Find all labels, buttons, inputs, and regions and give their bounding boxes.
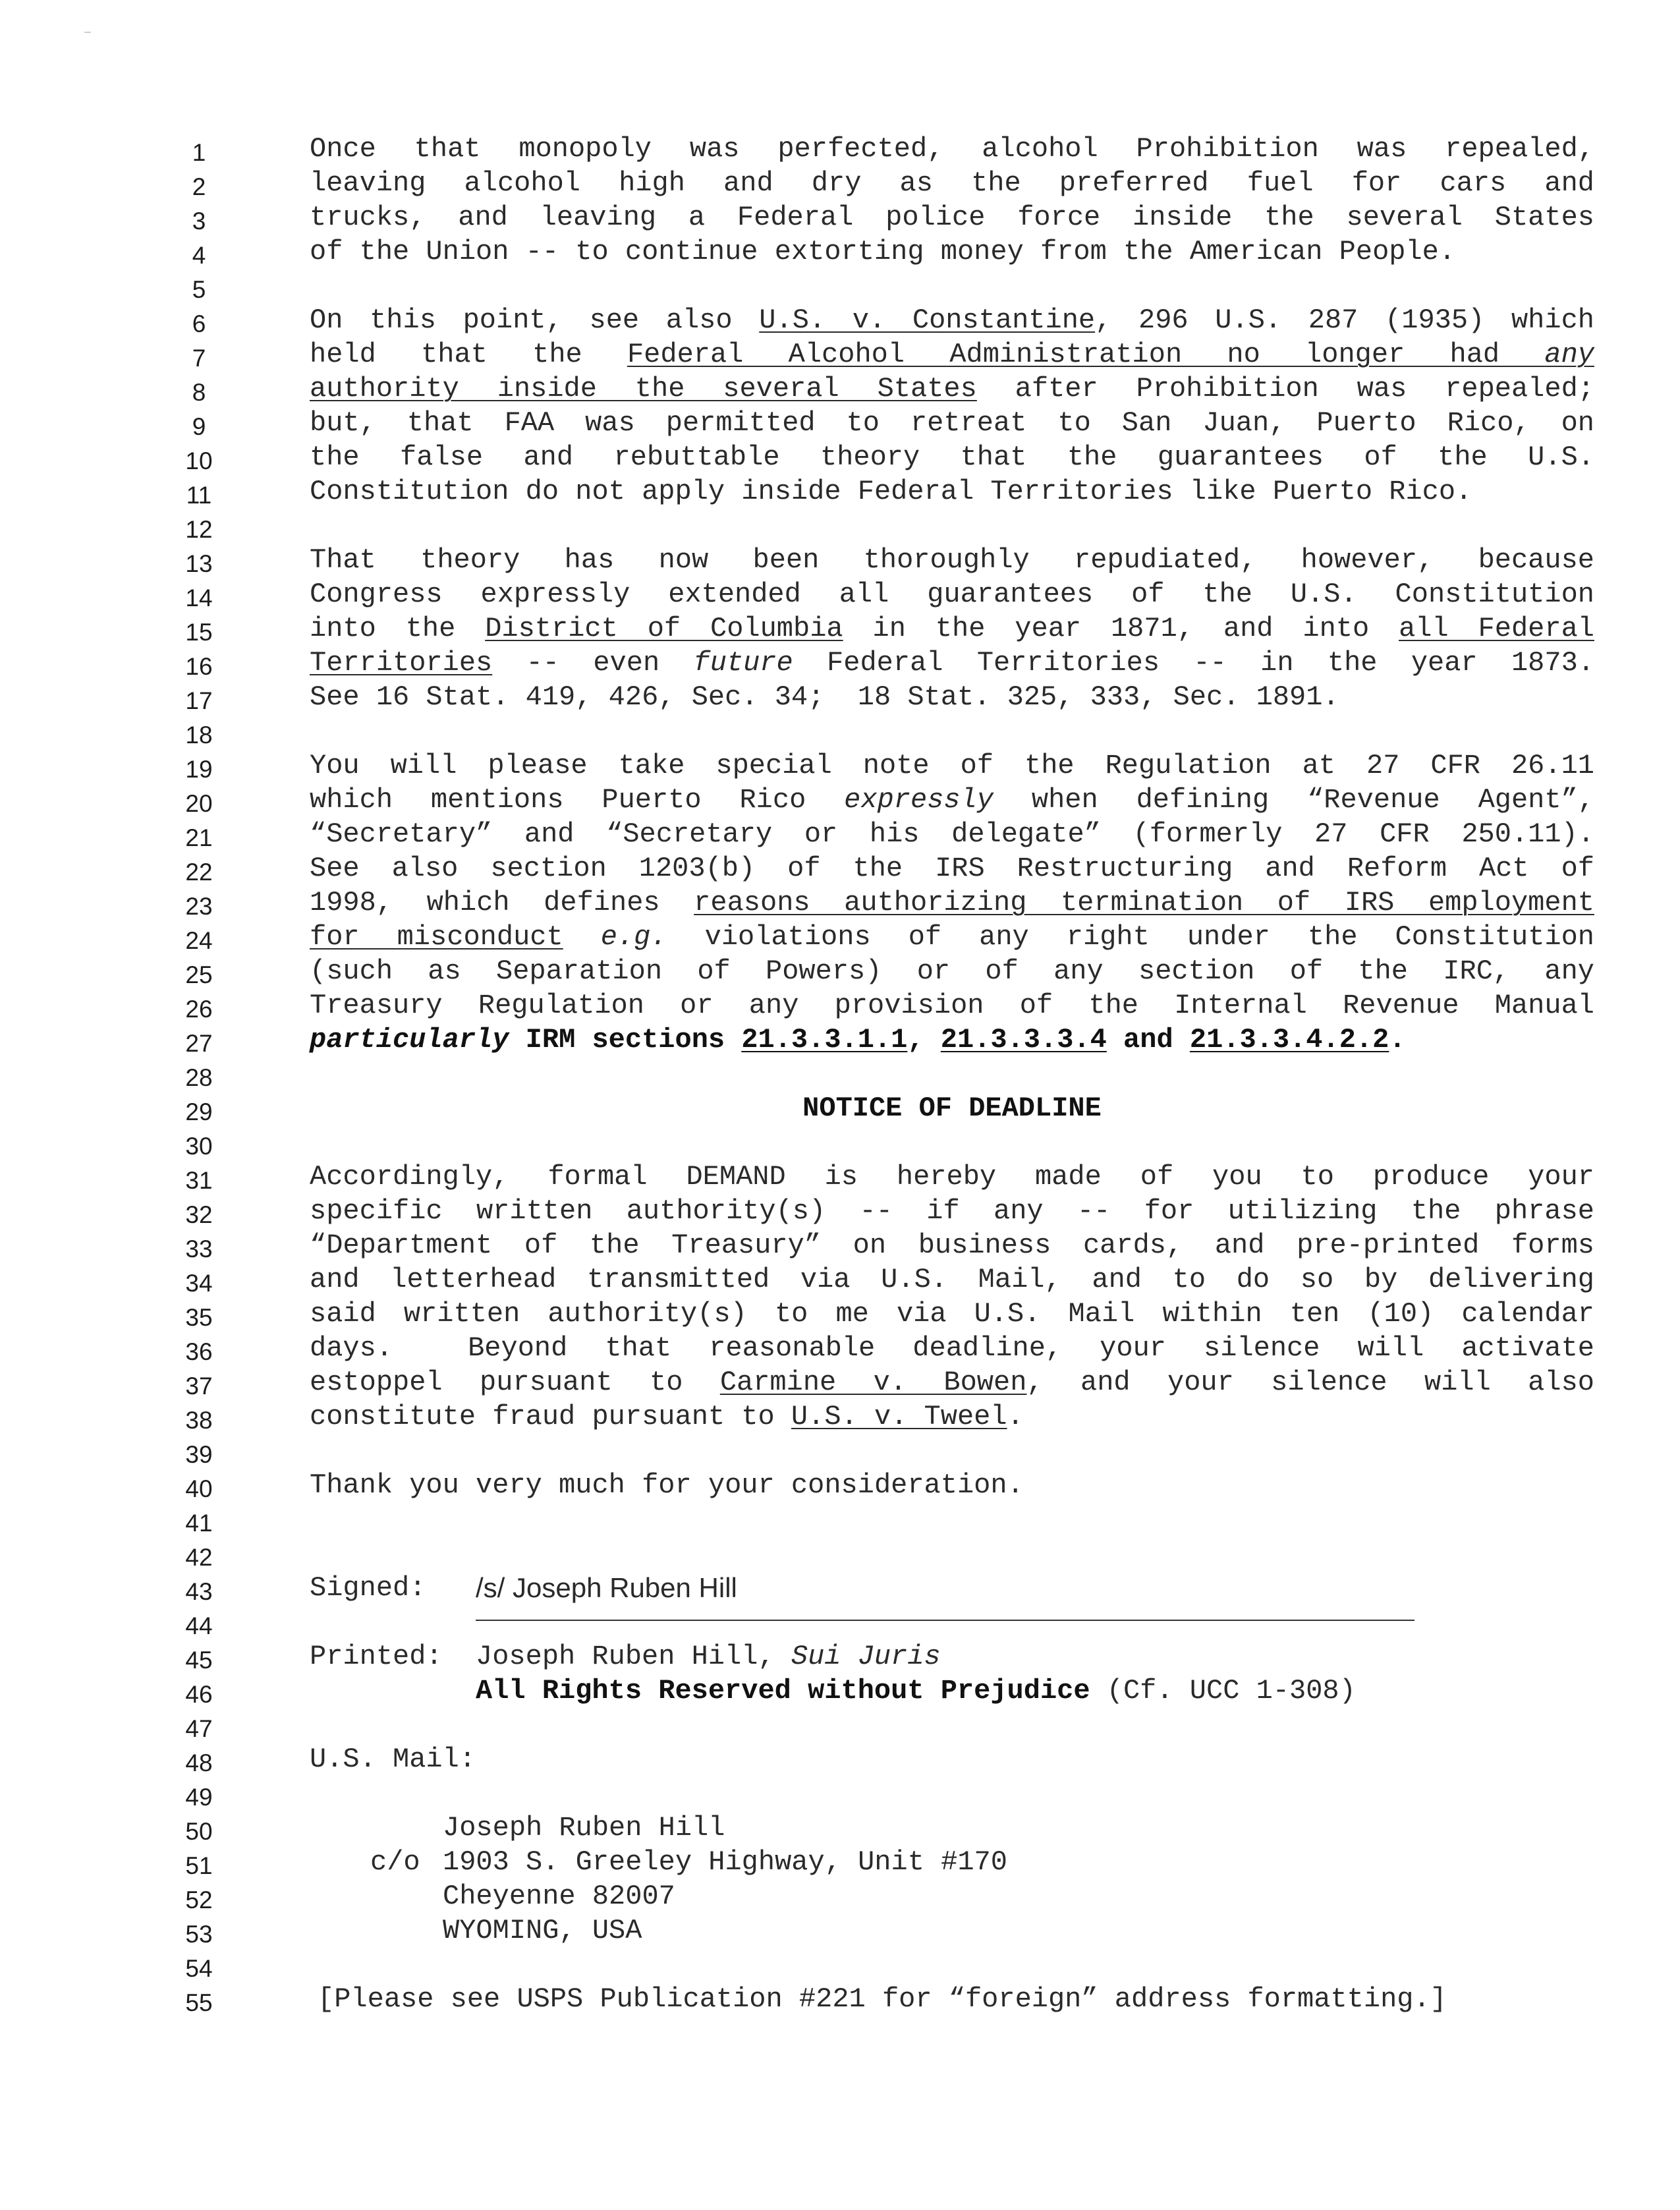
- line-number: 3: [192, 208, 206, 235]
- underlined-text: Territories: [310, 647, 493, 679]
- line-number: 8: [192, 379, 206, 406]
- line-number: 13: [185, 550, 213, 577]
- text-run: .: [1389, 1024, 1406, 1056]
- underlined-text: Federal Alcohol Administration no longer had: [627, 339, 1545, 370]
- emphasis-text: e.g.: [600, 921, 667, 953]
- line-number: 19: [185, 756, 213, 783]
- underlined-text: reasons authorizing termination of IRS employment: [694, 887, 1594, 919]
- text-line: Constitution do not apply inside Federal Territories like Puerto Rico.: [310, 476, 1472, 507]
- irm-section-link: 21.3.3.4.2.2: [1189, 1024, 1389, 1056]
- rights-bold: All Rights Reserved without Prejudice: [476, 1675, 1090, 1707]
- line-number: 33: [185, 1235, 213, 1262]
- line-number: 48: [185, 1749, 213, 1776]
- text-line: [310, 303, 1594, 337]
- line-number: 22: [185, 859, 213, 886]
- scan-speck: [84, 32, 91, 33]
- text-line: specific written authority(s) -- if any -- for utilizing the phrase: [310, 1195, 1594, 1227]
- line-number: 9: [192, 413, 206, 440]
- text-line: [310, 611, 1594, 646]
- line-number: 18: [185, 722, 213, 749]
- text-line: Accordingly, formal DEMAND is hereby made of you to produce your: [310, 1161, 1594, 1193]
- text-line: See 16 Stat. 419, 426, Sec. 34; 18 Stat. 325, 333, Sec. 1891.: [310, 681, 1339, 713]
- text-run: estoppel pursuant to: [310, 1367, 720, 1398]
- line-number: 20: [185, 790, 213, 817]
- text-line: “Secretary” and “Secretary or his delegate” (formerly 27 CFR 250.11).: [310, 818, 1594, 850]
- signature-line: [476, 1620, 1414, 1621]
- line-number: 15: [185, 619, 213, 646]
- rights-reference: (Cf. UCC 1-308): [1090, 1675, 1356, 1707]
- text-run: IRM sections: [509, 1024, 742, 1056]
- text-run: [563, 921, 601, 953]
- emphasis-text: expressly: [844, 784, 994, 816]
- rights-reserved: [476, 1674, 1356, 1708]
- line-number: 26: [185, 996, 213, 1023]
- line-number: 29: [185, 1098, 213, 1125]
- text-line: [310, 337, 1594, 372]
- line-number: 41: [185, 1510, 213, 1537]
- text-run: into the: [310, 613, 486, 644]
- line-number: 7: [192, 345, 206, 372]
- usps-note: [Please see USPS Publication #221 for “foreign” address formatting.]: [318, 1983, 1447, 2015]
- text-run: in the year 1871, and into: [843, 613, 1399, 644]
- line-number: 24: [185, 927, 213, 954]
- line-number: 31: [185, 1167, 213, 1194]
- line-number: 5: [192, 276, 206, 303]
- text-run: constitute fraud pursuant to: [310, 1401, 791, 1432]
- text-line: but, that FAA was permitted to retreat to San Juan, Puerto Rico, on: [310, 407, 1594, 439]
- emphasis-text: future: [693, 647, 793, 679]
- irm-section-link: 21.3.3.3.4: [940, 1024, 1107, 1056]
- irm-section-link: 21.3.3.1.1: [741, 1024, 908, 1056]
- line-number: 37: [185, 1373, 213, 1400]
- text-line: [310, 1023, 1594, 1057]
- section-heading: NOTICE OF DEADLINE: [802, 1092, 1102, 1124]
- line-number: 17: [185, 687, 213, 714]
- case-citation: U.S. v. Tweel: [791, 1401, 1007, 1432]
- text-run: violations of any right under the Constitution: [667, 921, 1595, 953]
- case-citation: U.S. v. Constantine: [759, 304, 1096, 336]
- text-line: said written authority(s) to me via U.S. Mail within ten (10) calendar: [310, 1298, 1594, 1330]
- text-line: [310, 783, 1594, 817]
- line-number: 42: [185, 1544, 213, 1571]
- text-line: [310, 1365, 1594, 1400]
- line-number: 36: [185, 1338, 213, 1365]
- line-number: 14: [185, 584, 213, 611]
- text-run: On this point, see also: [310, 304, 760, 336]
- printed-label: Printed:: [310, 1641, 443, 1672]
- line-number: 25: [185, 961, 213, 988]
- line-number: 52: [185, 1886, 213, 1913]
- text-run: -- even: [492, 647, 694, 679]
- line-number: 32: [185, 1201, 213, 1228]
- text-run: 1998, which defines: [310, 887, 694, 919]
- line-number: 23: [185, 893, 213, 920]
- line-number: 47: [185, 1715, 213, 1742]
- text-line: “Department of the Treasury” on business cards, and pre-printed forms: [310, 1230, 1594, 1261]
- text-run: , and your silence will also: [1026, 1367, 1594, 1398]
- emphasis-text: Sui Juris: [791, 1641, 941, 1672]
- printed-name: [476, 1639, 941, 1674]
- care-of-label: c/o: [370, 1846, 420, 1878]
- underlined-text: all Federal: [1399, 613, 1594, 644]
- line-number: 49: [185, 1784, 213, 1811]
- text-line: Once that monopoly was perfected, alcohol Prohibition was repealed,: [310, 133, 1594, 165]
- line-number: 44: [185, 1612, 213, 1639]
- mail-street: 1903 S. Greeley Highway, Unit #170: [443, 1846, 1007, 1878]
- text-run: held that the: [310, 339, 627, 370]
- signature-value: /s/ Joseph Ruben Hill: [476, 1572, 737, 1603]
- line-number: 6: [192, 310, 206, 337]
- text-line: days. Beyond that reasonable deadline, your silence will activate: [310, 1332, 1594, 1364]
- line-number: 12: [185, 516, 213, 543]
- mail-city: Cheyenne 82007: [443, 1881, 675, 1912]
- emphasis-text: particularly: [310, 1024, 509, 1056]
- line-number: 30: [185, 1133, 213, 1160]
- emphasis-text: any: [1544, 339, 1594, 370]
- line-number: 51: [185, 1852, 213, 1879]
- line-number: 16: [185, 653, 213, 680]
- text-line: trucks, and leaving a Federal police force inside the several States: [310, 202, 1594, 233]
- mail-name: Joseph Ruben Hill: [443, 1812, 725, 1844]
- underlined-text: District of Columbia: [485, 613, 843, 644]
- text-run: and: [1106, 1024, 1190, 1056]
- text-run: Joseph Ruben Hill,: [476, 1641, 791, 1672]
- text-line: Congress expressly extended all guarantees of the U.S. Constitution: [310, 579, 1594, 610]
- line-number: 45: [185, 1647, 213, 1674]
- line-number: 38: [185, 1407, 213, 1434]
- case-citation: Carmine v. Bowen: [719, 1367, 1027, 1398]
- line-number: 46: [185, 1681, 213, 1708]
- line-number: 34: [185, 1270, 213, 1297]
- text-line: See also section 1203(b) of the IRS Restructuring and Reform Act of: [310, 853, 1594, 884]
- line-number: 40: [185, 1475, 213, 1502]
- closing-text: Thank you very much for your consideration.: [310, 1469, 1024, 1501]
- line-number: 55: [185, 1989, 213, 2016]
- text-run: after Prohibition was repealed;: [976, 373, 1594, 405]
- underlined-text: for misconduct: [310, 921, 563, 953]
- text-line: (such as Separation of Powers) or of any section of the IRC, any: [310, 955, 1594, 987]
- text-line: leaving alcohol high and dry as the preferred fuel for cars and: [310, 167, 1594, 199]
- text-line: That theory has now been thoroughly repudiated, however, because: [310, 544, 1594, 576]
- line-number: 43: [185, 1578, 213, 1605]
- line-number: 2: [192, 173, 206, 200]
- text-line: of the Union -- to continue extorting money from the American People.: [310, 236, 1456, 268]
- text-run: when defining “Revenue Agent”,: [994, 784, 1594, 816]
- text-line: Treasury Regulation or any provision of the Internal Revenue Manual: [310, 990, 1594, 1021]
- line-number: 11: [186, 482, 212, 509]
- line-number: 10: [185, 447, 213, 474]
- line-number: 1: [192, 139, 206, 166]
- line-number: 53: [185, 1921, 213, 1948]
- text-line: [310, 886, 1594, 920]
- line-number: 27: [185, 1030, 213, 1057]
- text-line: [310, 372, 1594, 406]
- text-line: [310, 646, 1594, 680]
- text-run: ,: [907, 1024, 941, 1056]
- line-number: 54: [185, 1955, 213, 1982]
- text-run: Federal Territories -- in the year 1873.: [793, 647, 1594, 679]
- line-number: 35: [185, 1304, 213, 1331]
- text-run: .: [1007, 1401, 1024, 1432]
- text-line: [310, 1400, 1594, 1434]
- mail-state: WYOMING, USA: [443, 1915, 642, 1946]
- line-number: 28: [185, 1064, 213, 1091]
- text-line: the false and rebuttable theory that the guarantees of the U.S.: [310, 441, 1594, 473]
- text-run: which mentions Puerto Rico: [310, 784, 845, 816]
- line-number: 21: [185, 824, 213, 851]
- text-line: and letterhead transmitted via U.S. Mail, and to do so by delivering: [310, 1264, 1594, 1295]
- line-number: 4: [192, 242, 206, 269]
- text-line: [310, 920, 1594, 954]
- underlined-text: authority inside the several States: [310, 373, 977, 405]
- signed-label: Signed:: [310, 1572, 426, 1604]
- line-number: 39: [185, 1441, 213, 1468]
- text-run: , 296 U.S. 287 (1935) which: [1095, 304, 1594, 336]
- text-line: You will please take special note of the Regulation at 27 CFR 26.11: [310, 750, 1594, 781]
- line-number: 50: [185, 1818, 213, 1845]
- mail-label: U.S. Mail:: [310, 1743, 476, 1775]
